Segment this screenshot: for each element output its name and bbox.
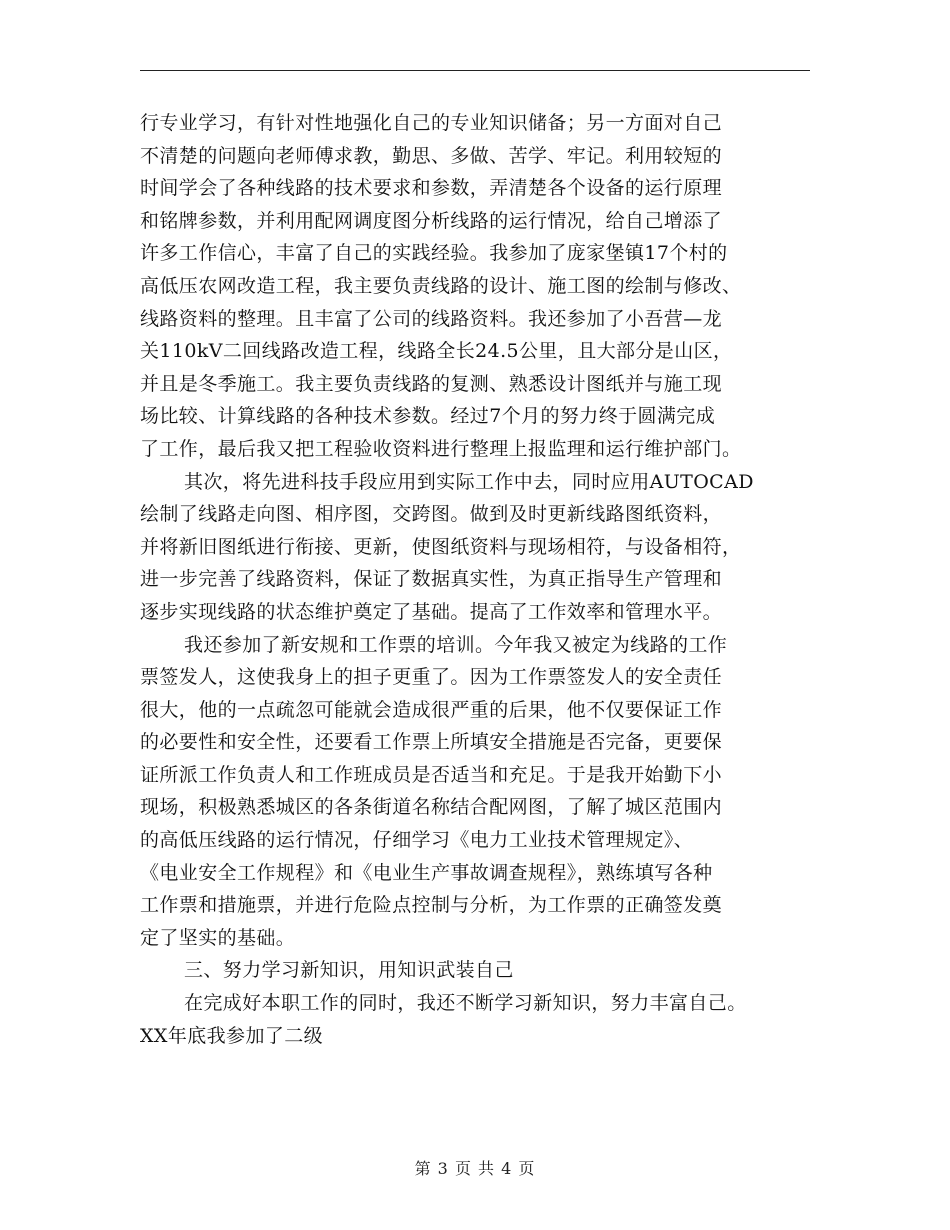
text-line: 行专业学习，有针对性地强化自己的专业知识储备；另一方面对自己 bbox=[140, 112, 723, 134]
text-line: 许多工作信心，丰富了自己的实践经验。我参加了庞家堡镇17个村的 bbox=[140, 242, 728, 265]
text-line: 场比较、计算线路的各种技术参数。经过7个月的努力终于圆满完成 bbox=[140, 405, 716, 428]
text-line: 绘制了线路走向图、相序图，交跨图。做到及时更新线路图纸资料， bbox=[140, 503, 723, 526]
text-line: 证所派工作负责人和工作班成员是否适当和充足。于是我开始勤下小 bbox=[140, 763, 723, 786]
text-line: 时间学会了各种线路的技术要求和参数，弄清楚各个设备的运行原理 bbox=[140, 177, 723, 200]
text-line: 的必要性和安全性，还要看工作票上所填安全措施是否完备，更要保 bbox=[140, 731, 723, 754]
text-line: 我还参加了新安规和工作票的培训。今年我又被定为线路的工作 bbox=[184, 633, 728, 656]
text-line: 票签发人，这使我身上的担子更重了。因为工作票签发人的安全责任 bbox=[140, 666, 723, 689]
text-line: 进一步完善了线路资料，保证了数据真实性，为真正指导生产管理和 bbox=[140, 568, 723, 591]
document-body bbox=[140, 107, 820, 1052]
text-line: 高低压农网改造工程，我主要负责线路的设计、施工图的绘制与修改、 bbox=[140, 274, 742, 297]
text-line: 并将新旧图纸进行衔接、更新，使图纸资料与现场相符，与设备相符， bbox=[140, 535, 742, 558]
text-line: 工作票和措施票，并进行危险点控制与分析，为工作票的正确签发奠 bbox=[140, 894, 723, 917]
text-line: 了工作，最后我又把工程验收资料进行整理上报监理和运行维护部门。 bbox=[140, 437, 742, 460]
text-line: 关110kV二回线路改造工程，线路全长24.5公里，且大部分是山区， bbox=[140, 340, 733, 363]
text-line: 逐步实现线路的状态维护奠定了基础。提高了工作效率和管理水平。 bbox=[140, 600, 723, 623]
text-line: 三、努力学习新知识，用知识武装自己 bbox=[184, 959, 514, 982]
text-line: 《电业安全工作规程》和《电业生产事故调查规程》，熟练填写各种 bbox=[140, 861, 713, 884]
text-line: 不清楚的问题向老师傅求教，勤思、多做、苦学、牢记。利用较短的 bbox=[140, 144, 723, 167]
text-line: 的高低压线路的运行情况，仔细学习《电力工业技术管理规定》、 bbox=[140, 829, 694, 852]
text-line: 定了坚实的基础。 bbox=[140, 926, 296, 949]
text-line: 很大，他的一点疏忽可能就会造成很严重的后果，他不仅要保证工作 bbox=[140, 698, 723, 721]
text-line: 其次，将先进科技手段应用到实际工作中去，同时应用AUTOCAD bbox=[184, 470, 754, 493]
header-rule bbox=[140, 70, 810, 71]
text-line: 在完成好本职工作的同时，我还不断学习新知识，努力丰富自己。 bbox=[184, 992, 747, 1015]
page-number-footer: 第 3 页 共 4 页 bbox=[414, 1159, 536, 1178]
text-line: XX年底我参加了二级 bbox=[140, 1024, 324, 1047]
text-line: 线路资料的整理。且丰富了公司的线路资料。我还参加了小吾营—龙 bbox=[140, 307, 723, 330]
text-line: 并且是冬季施工。我主要负责线路的复测、熟悉设计图纸并与施工现 bbox=[140, 372, 723, 395]
text-line: 和铭牌参数，并利用配网调度图分析线路的运行情况，给自己增添了 bbox=[140, 209, 723, 232]
text-line: 现场，积极熟悉城区的各条街道名称结合配网图，了解了城区范围内 bbox=[140, 796, 723, 819]
